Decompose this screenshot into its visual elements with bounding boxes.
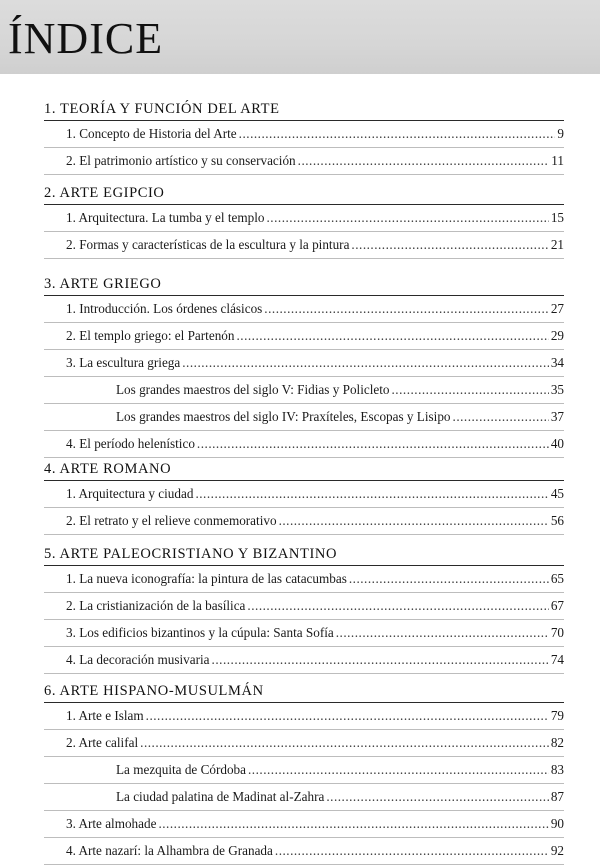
page-number: 40 (550, 436, 564, 451)
entry-label: 2. Arte califal (66, 735, 139, 750)
page-number: 74 (550, 652, 564, 667)
dot-leader (264, 296, 549, 322)
toc-entry[interactable] (44, 121, 564, 148)
dot-leader (267, 205, 549, 231)
dot-leader (182, 350, 549, 376)
section-title: 5. ARTE PALEOCRISTIANO Y BIZANTINO (44, 546, 338, 562)
dot-leader (326, 784, 548, 810)
entry-label: 4. El período helenístico (66, 436, 195, 451)
dot-leader (197, 431, 549, 457)
page-number: 92 (550, 843, 564, 858)
dot-leader (212, 647, 549, 673)
entry-label: Los grandes maestros del siglo IV: Praxíteles, Escopas y Lisipo (116, 409, 451, 424)
page-number: 45 (550, 486, 564, 501)
page-number: 27 (550, 301, 564, 316)
entry-label: 1. Arquitectura. La tumba y el templo (66, 210, 265, 225)
toc-entry[interactable] (44, 647, 564, 674)
section-title: 1. TEORÍA Y FUNCIÓN DEL ARTE (44, 101, 280, 117)
entry-label: La ciudad palatina de Madinat al-Zahra (116, 789, 325, 804)
page-number: 83 (550, 762, 564, 777)
section-title: 6. ARTE HISPANO-MUSULMÁN (44, 683, 264, 699)
page-number: 70 (550, 625, 564, 640)
entry-label: Los grandes maestros del siglo V: Fidias y Policleto (116, 382, 390, 397)
dot-leader (146, 703, 549, 729)
title-band (0, 0, 600, 74)
entry-label: 2. La cristianización de la basílica (66, 598, 246, 613)
toc-entry[interactable] (44, 730, 564, 757)
toc-entry[interactable] (44, 593, 564, 620)
entry-label: 2. El templo griego: el Partenón (66, 328, 235, 343)
toc-section (44, 543, 564, 674)
page-number: 67 (550, 598, 564, 613)
dot-leader (351, 232, 548, 258)
toc-entry[interactable] (44, 431, 564, 458)
toc-entry[interactable] (44, 508, 564, 535)
toc-entry[interactable] (44, 205, 564, 232)
dot-leader (336, 620, 549, 646)
toc-subentry[interactable] (44, 404, 564, 431)
page-number: 82 (550, 735, 564, 750)
toc-entry[interactable] (44, 350, 564, 377)
toc-section (44, 458, 564, 535)
page-number: 9 (557, 126, 564, 141)
page-number: 37 (550, 409, 564, 424)
toc-entry[interactable] (44, 232, 564, 259)
entry-label: 1. Arte e Islam (66, 708, 144, 723)
toc-entry[interactable] (44, 566, 564, 593)
page-number: 56 (550, 513, 564, 528)
entry-label: 1. Introducción. Los órdenes clásicos (66, 301, 263, 316)
toc-section (44, 98, 564, 175)
page-number: 79 (550, 708, 564, 723)
entry-label: 1. Arquitectura y ciudad (66, 486, 194, 501)
dot-leader (247, 593, 548, 619)
toc-section (44, 680, 564, 865)
dot-leader (392, 377, 549, 403)
page-number: 15 (550, 210, 564, 225)
dot-leader (140, 730, 549, 756)
section-title: 3. ARTE GRIEGO (44, 276, 162, 292)
toc-section (44, 273, 564, 458)
section-title: 4. ARTE ROMANO (44, 461, 172, 477)
toc-subentry[interactable] (44, 757, 564, 784)
toc-entry[interactable] (44, 811, 564, 838)
page-number: 11 (551, 153, 564, 168)
dot-leader (195, 481, 548, 507)
entry-label: 4. Arte nazarí: la Alhambra de Granada (66, 843, 273, 858)
dot-leader (158, 811, 548, 837)
page-number: 90 (550, 816, 564, 831)
toc-entry[interactable] (44, 703, 564, 730)
toc-entry[interactable] (44, 481, 564, 508)
entry-label: 2. El patrimonio artístico y su conservación (66, 153, 296, 168)
section-title: 2. ARTE EGIPCIO (44, 185, 165, 201)
entry-label: 1. La nueva iconografía: la pintura de las catacumbas (66, 571, 347, 586)
page-number: 34 (550, 355, 564, 370)
entry-label: La mezquita de Córdoba (116, 762, 246, 777)
toc-entry[interactable] (44, 323, 564, 350)
entry-label: 3. Los edificios bizantinos y la cúpula: Santa Sofía (66, 625, 334, 640)
dot-leader (349, 566, 549, 592)
dot-leader (239, 121, 556, 147)
dot-leader (275, 838, 549, 864)
page-number: 65 (550, 571, 564, 586)
dot-leader (248, 757, 549, 783)
toc-subentry[interactable] (44, 377, 564, 404)
page-title: ÍNDICE (8, 14, 164, 63)
toc-subentry[interactable] (44, 784, 564, 811)
toc-entry[interactable] (44, 296, 564, 323)
dot-leader (236, 323, 548, 349)
dot-leader (279, 508, 549, 534)
page-number: 29 (550, 328, 564, 343)
entry-label: 4. La decoración musivaria (66, 652, 210, 667)
entry-label: 3. Arte almohade (66, 816, 157, 831)
toc-entry[interactable] (44, 620, 564, 647)
entry-label: 2. Formas y características de la escultura y la pintura (66, 237, 350, 252)
entry-label: 3. La escultura griega (66, 355, 181, 370)
dot-leader (298, 148, 550, 174)
page-number: 87 (550, 789, 564, 804)
page-number: 35 (550, 382, 564, 397)
entry-label: 2. El retrato y el relieve conmemorativo (66, 513, 277, 528)
entry-label: 1. Concepto de Historia del Arte (66, 126, 237, 141)
toc-entry[interactable] (44, 148, 564, 175)
page-number: 21 (550, 237, 564, 252)
dot-leader (453, 404, 549, 430)
toc-section (44, 182, 564, 259)
